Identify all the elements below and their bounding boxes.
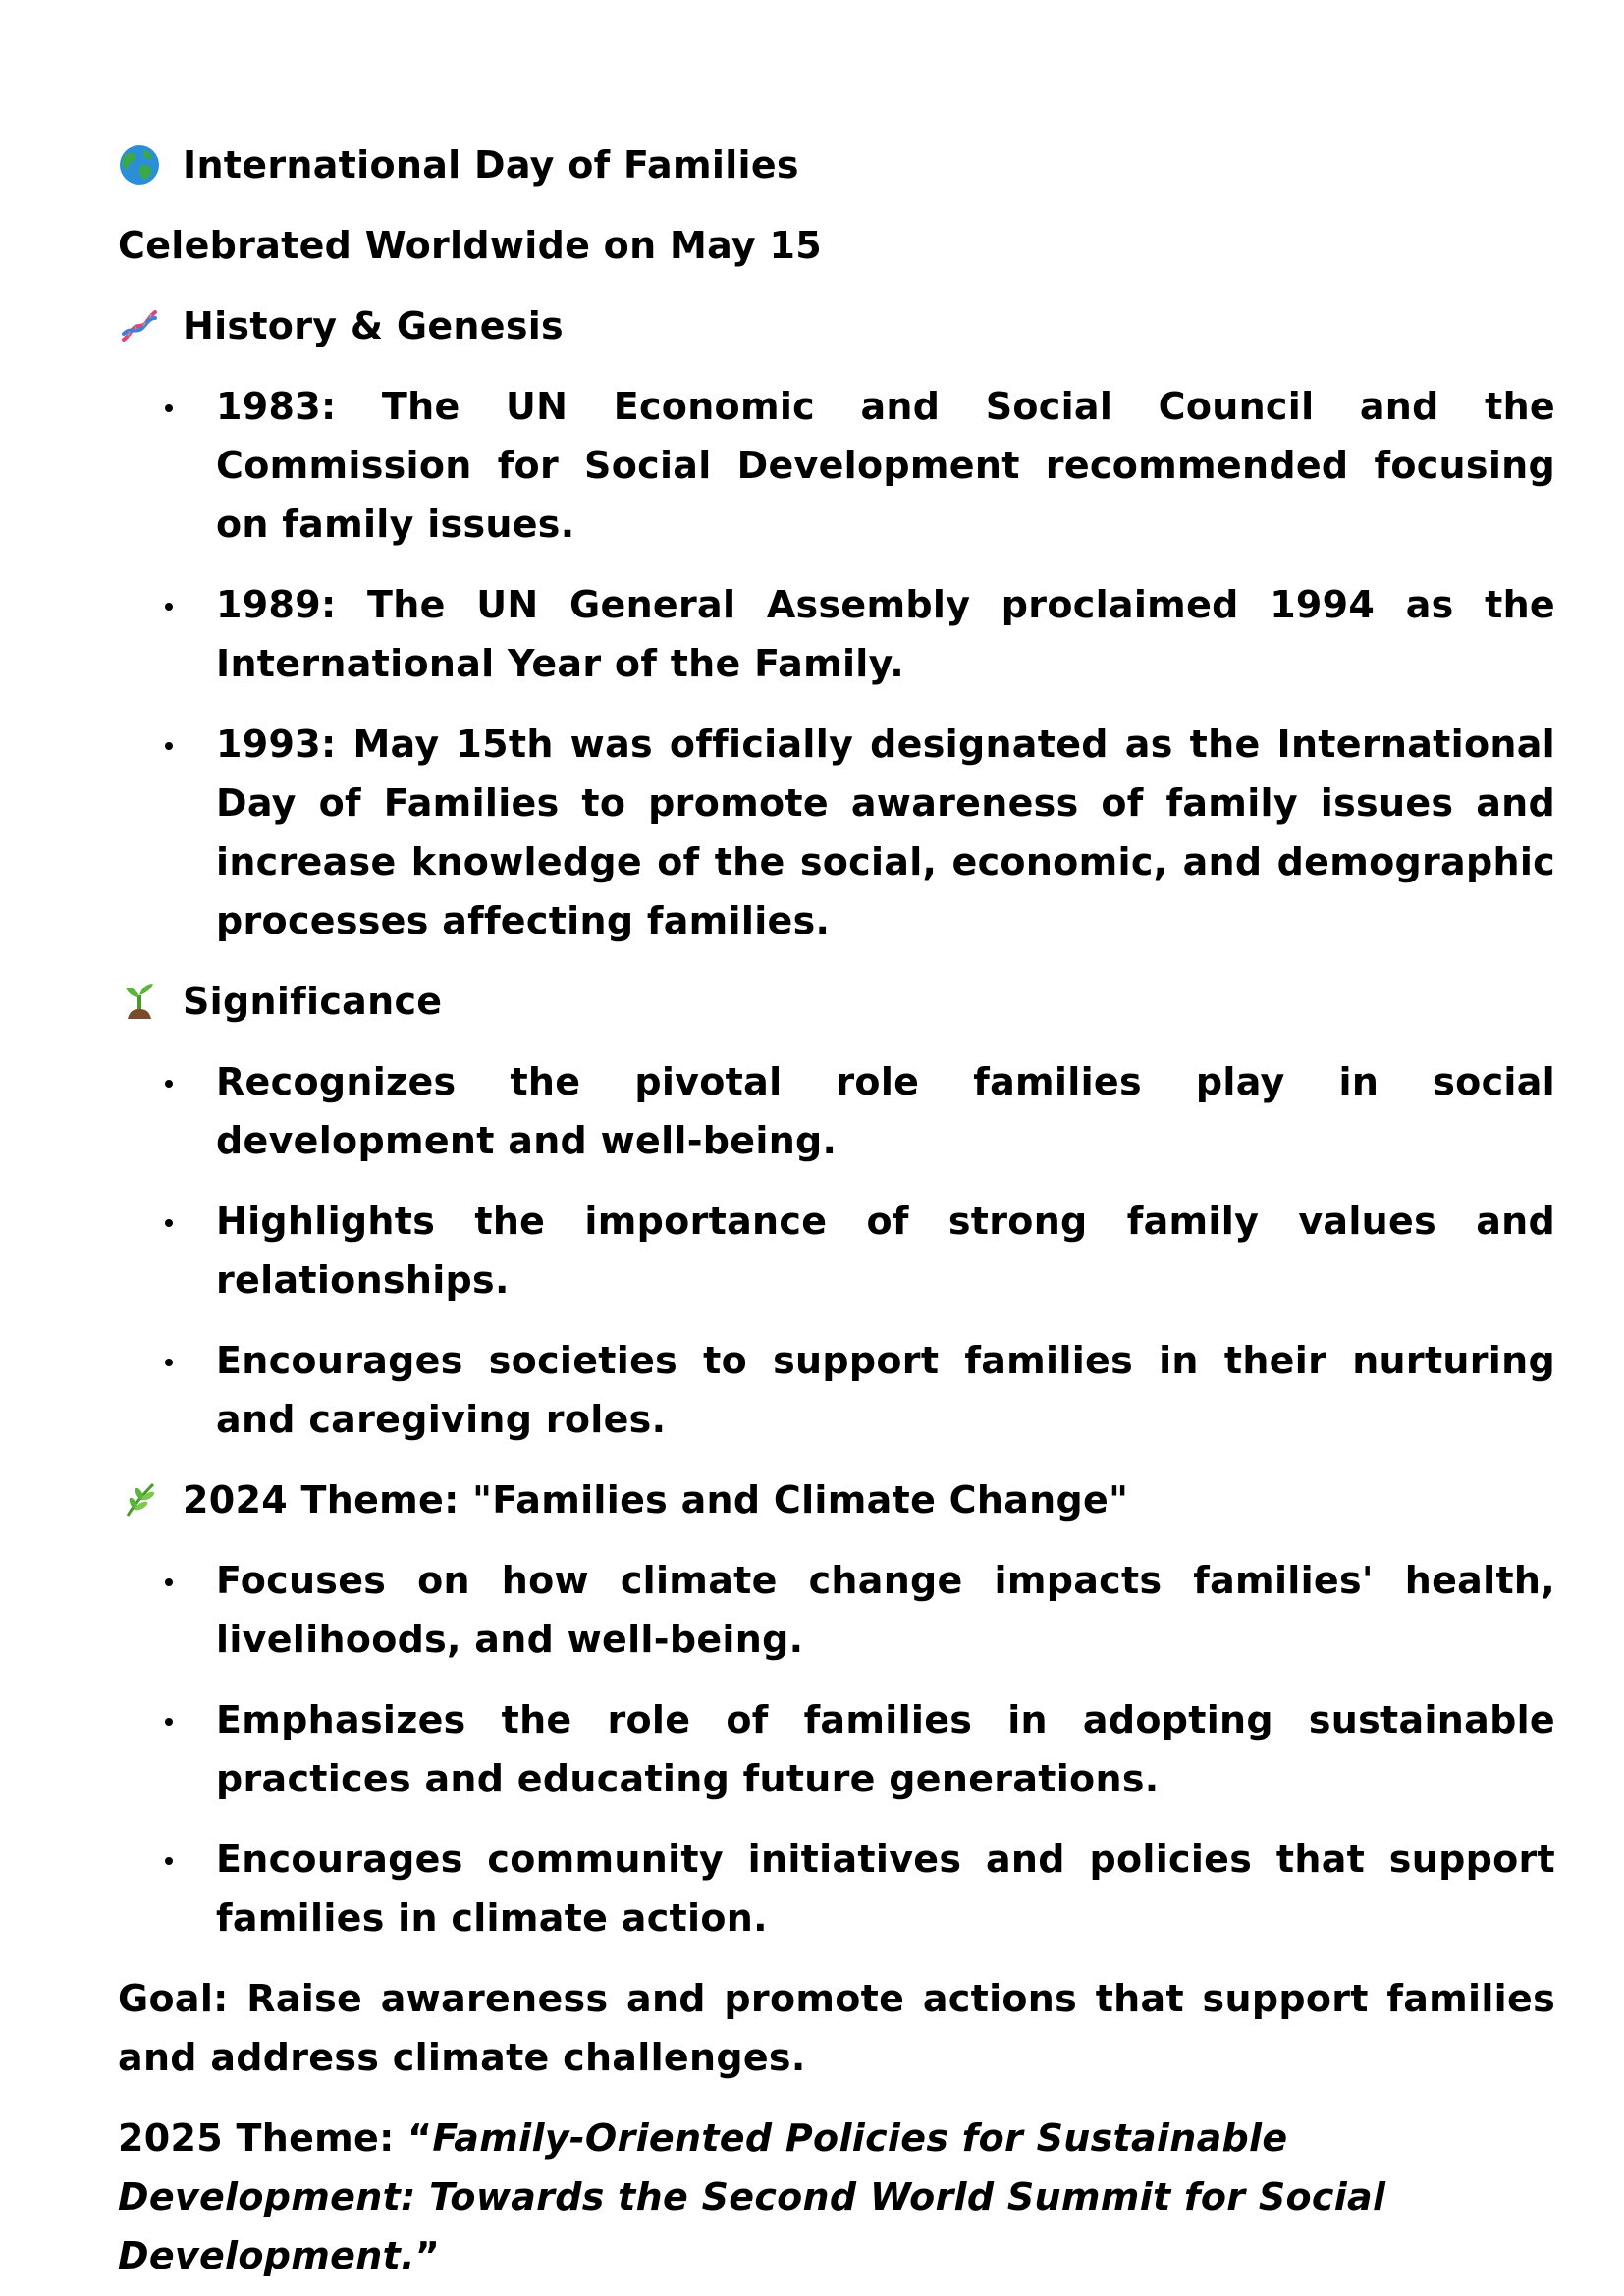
significance-heading-text: Significance bbox=[183, 980, 443, 1023]
globe-icon bbox=[118, 138, 171, 191]
document-page bbox=[118, 135, 1555, 2285]
page-title: International Day of Families bbox=[183, 143, 799, 187]
list-item: Encourages community initiatives and policies that support families in climate action. bbox=[118, 1830, 1555, 1948]
bullet-icon bbox=[165, 404, 173, 412]
bullet-icon bbox=[165, 742, 173, 750]
list-item: Recognizes the pivotal role families play in social development and well-being. bbox=[118, 1052, 1555, 1170]
list-item: 1993: May 15th was officially designated as the International Day of Families to promote awareness of family issues and increase knowledge of the social, economic, and demographic processes affecting families. bbox=[118, 715, 1555, 950]
theme-2025-label: 2025 Theme: “ bbox=[118, 2116, 433, 2160]
bullet-icon bbox=[165, 1359, 173, 1366]
bullet-icon bbox=[165, 1857, 173, 1865]
history-heading-text: History & Genesis bbox=[183, 304, 564, 347]
theme-2024-heading-text: 2024 Theme: "Families and Climate Change" bbox=[183, 1478, 1129, 1522]
subtitle: Celebrated Worldwide on May 15 bbox=[118, 224, 822, 267]
list-item: Focuses on how climate change impacts families' health, livelihoods, and well-being. bbox=[118, 1551, 1555, 1669]
history-heading bbox=[118, 296, 1555, 355]
title-heading bbox=[118, 135, 1555, 194]
theme-2025-close-quote: ” bbox=[414, 2234, 441, 2277]
list-item: 1983: The UN Economic and Social Council and the Commission for Social Development recommended focusing on family issues. bbox=[118, 377, 1555, 554]
significance-heading bbox=[118, 972, 1555, 1031]
theme-2024-list bbox=[118, 1551, 1555, 1948]
significance-list bbox=[118, 1052, 1555, 1449]
herb-icon bbox=[118, 1473, 171, 1526]
goal-paragraph: Goal: Raise awareness and promote actions that support families and address climate challenges. bbox=[118, 1977, 1555, 2079]
history-list bbox=[118, 377, 1555, 950]
bullet-icon bbox=[165, 1080, 173, 1088]
list-item: 1989: The UN General Assembly proclaimed 1994 as the International Year of the Family. bbox=[118, 575, 1555, 693]
theme-2025-title: Family-Oriented Policies for Sustainable Development: Towards the Second World Summit for Social Development. bbox=[118, 2116, 1386, 2277]
bullet-icon bbox=[165, 1578, 173, 1586]
list-item: Encourages societies to support families in their nurturing and caregiving roles. bbox=[118, 1331, 1555, 1449]
theme-2024-heading bbox=[118, 1470, 1555, 1529]
bullet-icon bbox=[165, 1219, 173, 1227]
dna-icon bbox=[118, 299, 171, 352]
list-item: Emphasizes the role of families in adopting sustainable practices and educating future generations. bbox=[118, 1690, 1555, 1808]
seedling-icon bbox=[118, 975, 171, 1028]
theme-2025-paragraph bbox=[118, 2109, 1555, 2285]
list-item: Highlights the importance of strong family values and relationships. bbox=[118, 1192, 1555, 1309]
bullet-icon bbox=[165, 1718, 173, 1726]
bullet-icon bbox=[165, 603, 173, 611]
